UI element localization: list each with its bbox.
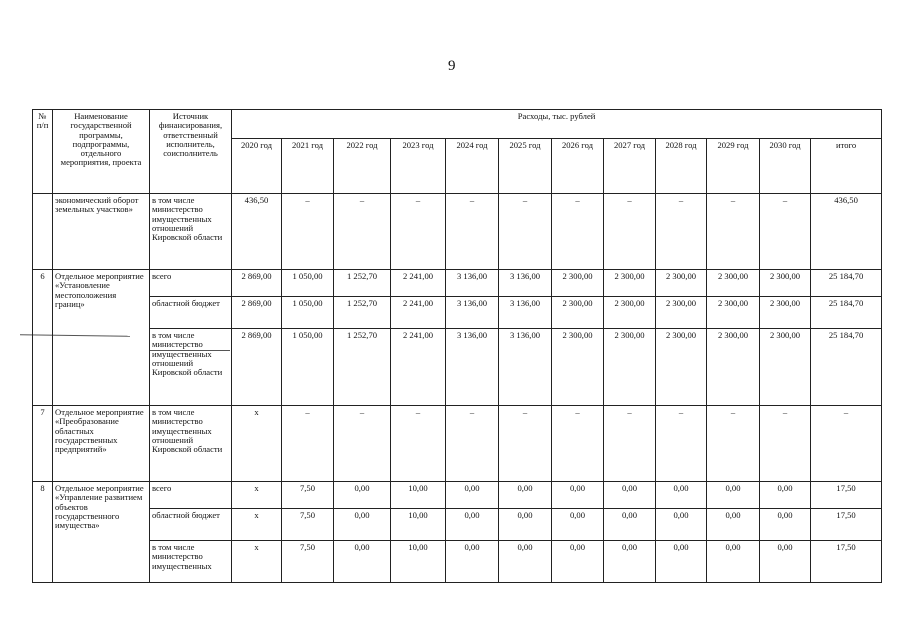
header-year: 2024 год <box>446 139 499 194</box>
total-cell: 17,50 <box>811 482 882 509</box>
expense-cell: 0,00 <box>604 482 656 509</box>
expense-cell: 0,00 <box>656 541 707 583</box>
expense-cell: 0,00 <box>604 509 656 541</box>
expense-cell: – <box>446 406 499 482</box>
expense-cell: – <box>391 406 446 482</box>
expense-cell: 2 869,00 <box>232 329 282 406</box>
row-number: 7 <box>33 406 53 482</box>
funding-source: областной бюджет <box>150 297 232 329</box>
expense-cell: 2 300,00 <box>656 297 707 329</box>
expense-cell: 2 241,00 <box>391 297 446 329</box>
expense-cell: 0,00 <box>760 482 811 509</box>
expense-cell: – <box>760 406 811 482</box>
header-year: 2026 год <box>552 139 604 194</box>
funding-source: в том числе министерство имущественных отношений Кировской области <box>150 329 232 406</box>
measure-name: экономический оборот земельных участков» <box>53 194 150 270</box>
expense-cell: х <box>232 406 282 482</box>
expense-cell: – <box>656 406 707 482</box>
expense-cell: 0,00 <box>446 482 499 509</box>
total-cell: 25 184,70 <box>811 329 882 406</box>
header-year: 2027 год <box>604 139 656 194</box>
expense-cell: 0,00 <box>707 541 760 583</box>
table-row <box>33 297 882 329</box>
expense-cell: 10,00 <box>391 541 446 583</box>
expense-cell: 0,00 <box>446 509 499 541</box>
table-row <box>33 509 882 541</box>
expense-cell: 3 136,00 <box>499 270 552 297</box>
total-cell: 17,50 <box>811 541 882 583</box>
measure-name: Отдельное мероприятие «Преобразование областных государственных предприятий» <box>53 406 150 482</box>
expense-cell: 2 300,00 <box>656 329 707 406</box>
expense-cell: 7,50 <box>282 541 334 583</box>
expense-cell: 0,00 <box>656 509 707 541</box>
expense-cell: – <box>282 406 334 482</box>
expense-cell: 2 869,00 <box>232 297 282 329</box>
expense-cell: 2 300,00 <box>604 329 656 406</box>
header-year: 2028 год <box>656 139 707 194</box>
expense-cell: 3 136,00 <box>446 329 499 406</box>
expense-cell: 10,00 <box>391 482 446 509</box>
header-year: 2020 год <box>232 139 282 194</box>
funding-source: в том числе министерство имущественных отношений Кировской области <box>150 194 232 270</box>
expense-cell: 2 300,00 <box>760 297 811 329</box>
expense-cell: х <box>232 509 282 541</box>
expense-cell: – <box>760 194 811 270</box>
expense-cell: – <box>604 194 656 270</box>
total-cell: 17,50 <box>811 509 882 541</box>
expense-cell: – <box>707 194 760 270</box>
total-cell: 25 184,70 <box>811 270 882 297</box>
expense-cell: 2 300,00 <box>760 329 811 406</box>
expense-cell: 2 300,00 <box>656 270 707 297</box>
header-year: 2022 год <box>334 139 391 194</box>
total-cell: 436,50 <box>811 194 882 270</box>
expense-cell: 7,50 <box>282 509 334 541</box>
expense-cell: – <box>604 406 656 482</box>
header-expenses: Расходы, тыс. рублей <box>232 110 882 139</box>
expense-cell: 3 136,00 <box>446 270 499 297</box>
expense-cell: – <box>656 194 707 270</box>
expense-cell: 0,00 <box>499 541 552 583</box>
expense-cell: 1 050,00 <box>282 270 334 297</box>
expense-cell: – <box>282 194 334 270</box>
header-year: 2029 год <box>707 139 760 194</box>
expense-cell: 1 252,70 <box>334 270 391 297</box>
header-year: 2025 год <box>499 139 552 194</box>
expense-cell: 436,50 <box>232 194 282 270</box>
expense-cell: 2 300,00 <box>707 297 760 329</box>
expense-cell: 7,50 <box>282 482 334 509</box>
table-row <box>33 406 882 482</box>
row-number: 6 <box>33 270 53 406</box>
expense-cell: – <box>499 406 552 482</box>
funding-source: всего <box>150 270 232 297</box>
header-year: 2023 год <box>391 139 446 194</box>
funding-source: в том числе министерство имущественных <box>150 541 232 583</box>
funding-source: областной бюджет <box>150 509 232 541</box>
page-number: 9 <box>448 58 456 74</box>
expense-cell: 0,00 <box>499 482 552 509</box>
expense-cell: 2 300,00 <box>552 270 604 297</box>
table-row <box>33 482 882 509</box>
expense-cell: 0,00 <box>760 509 811 541</box>
expense-cell: 0,00 <box>552 482 604 509</box>
expense-cell: – <box>499 194 552 270</box>
expense-cell: 2 300,00 <box>604 297 656 329</box>
expense-cell: 2 241,00 <box>391 329 446 406</box>
total-cell: – <box>811 406 882 482</box>
funding-source: всего <box>150 482 232 509</box>
expense-cell: х <box>232 541 282 583</box>
expense-cell: 2 300,00 <box>707 270 760 297</box>
expense-cell: 0,00 <box>604 541 656 583</box>
expense-cell: 1 252,70 <box>334 297 391 329</box>
header-no: № п/п <box>33 110 53 194</box>
expense-cell: – <box>446 194 499 270</box>
expense-cell: 3 136,00 <box>446 297 499 329</box>
expense-cell: 2 869,00 <box>232 270 282 297</box>
expense-cell: 2 300,00 <box>604 270 656 297</box>
expense-cell: 0,00 <box>334 482 391 509</box>
table-row <box>33 194 882 270</box>
header-year: 2030 год <box>760 139 811 194</box>
expense-cell: 0,00 <box>707 509 760 541</box>
expense-cell: 2 300,00 <box>760 270 811 297</box>
header-name: Наименование государственной программы, подпрограммы, отдельного мероприятия, проекта <box>53 110 150 194</box>
measure-name: Отдельное мероприятие «Управление развитием объектов государственного имущества» <box>53 482 150 583</box>
header-year: 2021 год <box>282 139 334 194</box>
expense-cell: 10,00 <box>391 509 446 541</box>
header-source: Источник финансирования, ответственный исполнитель, соисполнитель <box>150 110 232 194</box>
expense-cell: 2 300,00 <box>552 329 604 406</box>
expense-cell: 1 252,70 <box>334 329 391 406</box>
table-row <box>33 329 882 406</box>
expense-cell: х <box>232 482 282 509</box>
expense-cell: – <box>391 194 446 270</box>
expense-cell: 0,00 <box>760 541 811 583</box>
expense-cell: 0,00 <box>707 482 760 509</box>
header-year: итого <box>811 139 882 194</box>
expenses-table <box>32 109 882 583</box>
expense-cell: 0,00 <box>334 541 391 583</box>
expense-cell: 3 136,00 <box>499 329 552 406</box>
expense-cell: 0,00 <box>552 541 604 583</box>
table-row <box>33 270 882 297</box>
expense-cell: 3 136,00 <box>499 297 552 329</box>
expense-cell: – <box>334 194 391 270</box>
row-number <box>33 194 53 270</box>
expense-cell: – <box>334 406 391 482</box>
expense-cell: – <box>552 194 604 270</box>
expense-cell: 0,00 <box>334 509 391 541</box>
expense-cell: 1 050,00 <box>282 329 334 406</box>
expense-cell: 2 300,00 <box>707 329 760 406</box>
expense-cell: 0,00 <box>656 482 707 509</box>
expense-cell: 2 300,00 <box>552 297 604 329</box>
expense-cell: – <box>707 406 760 482</box>
expense-cell: 0,00 <box>446 541 499 583</box>
measure-name: Отдельное мероприятие «Установление местоположения границ» <box>53 270 150 406</box>
expense-cell: 0,00 <box>499 509 552 541</box>
expense-cell: 1 050,00 <box>282 297 334 329</box>
funding-source: в том числе министерство имущественных отношений Кировской области <box>150 406 232 482</box>
table-row <box>33 541 882 583</box>
expense-cell: 0,00 <box>552 509 604 541</box>
expense-cell: 2 241,00 <box>391 270 446 297</box>
total-cell: 25 184,70 <box>811 297 882 329</box>
row-number: 8 <box>33 482 53 583</box>
expense-cell: – <box>552 406 604 482</box>
